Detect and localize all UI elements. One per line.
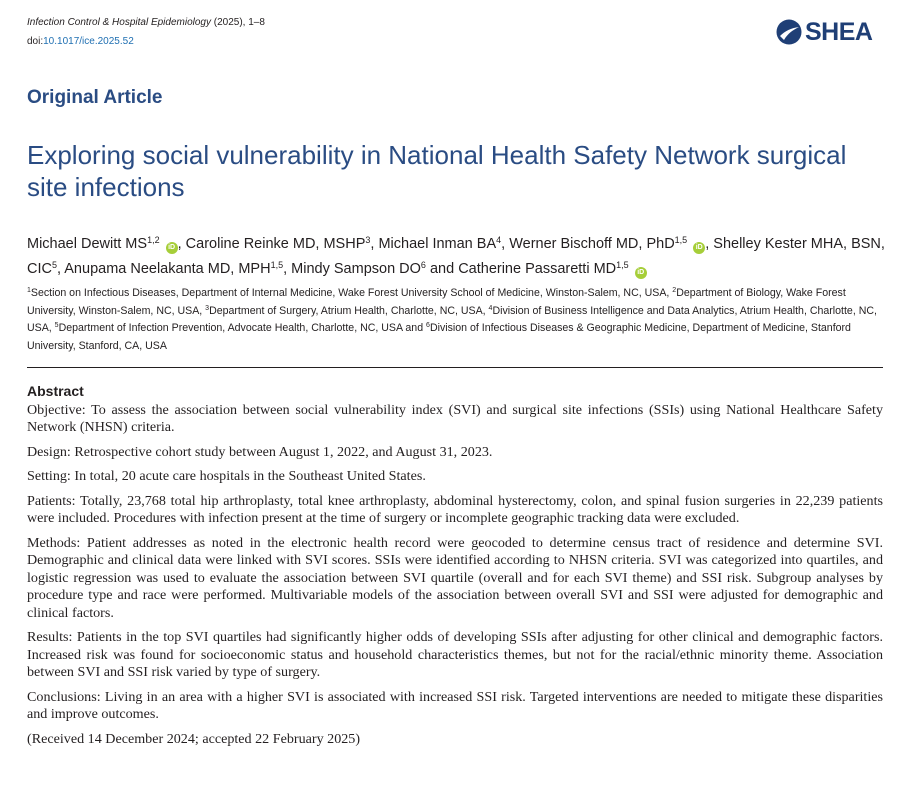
- affiliation-text: Department of Surgery, Atrium Health, Charlotte, NC, USA,: [209, 304, 489, 317]
- author-separator: ,: [177, 236, 186, 252]
- affiliation-number: 6: [426, 322, 430, 329]
- journal-year-pages: (2025), 1–8: [210, 17, 265, 28]
- author-affiliation-marker: 1,5: [674, 235, 688, 245]
- orcid-icon[interactable]: iD: [693, 242, 705, 254]
- doi-link[interactable]: 10.1017/ice.2025.52: [43, 36, 134, 47]
- affiliation-text: Section on Infectious Diseases, Department of Internal Medicine, Wake Forest University School of Medicine, Winston-Salem, NC, USA,: [30, 287, 673, 299]
- journal-name: Infection Control & Hospital Epidemiology: [27, 17, 211, 28]
- affiliation-text: Department of Biology, Wake Forest University, Winston-Salem, NC, USA,: [27, 287, 846, 317]
- affiliation-number: 2: [672, 287, 677, 294]
- abstract-heading: Abstract: [27, 383, 84, 399]
- author-separator: ,: [501, 236, 510, 252]
- shea-logo: [776, 15, 886, 49]
- author-name: Werner Bischoff MD, PhD: [509, 236, 675, 252]
- author-affiliation-marker: 6: [420, 260, 426, 270]
- affiliation-text: Division of Business Intelligence and Data Analytics, Atrium Health, Charlotte, NC, USA,: [27, 304, 877, 334]
- abstract-results: Results: Patients in the top SVI quartiles had significantly higher odds of developing SSIs after adjusting for other clinical and demographic factors. Increased risk was found for socioeconomic status and household characteristics themes, but not for the racial/ethnic minority theme. Association between SVI and SSI risk varied by type of surgery.: [27, 629, 883, 680]
- abstract-conclusions: Conclusions: Living in an area with a higher SVI is associated with increased SSI risk. Targeted interventions are needed to mitigate these disparities and improve outcomes.: [27, 688, 883, 722]
- shea-logo-icon: [776, 19, 802, 45]
- author-name: Catherine Passaretti MD: [458, 261, 617, 277]
- affiliations: [27, 285, 883, 355]
- author-affiliation-marker: 3: [365, 235, 371, 245]
- author-separator: ,: [283, 261, 292, 277]
- article-title: Exploring social vulnerability in National Health Safety Network surgical site infections: [27, 140, 847, 202]
- author-affiliation-marker: 1,2: [147, 235, 160, 245]
- orcid-icon[interactable]: iD: [166, 242, 178, 254]
- abstract-objective: Objective: To assess the association between social vulnerability index (SVI) and surgical site infections (SSIs) using National Healthcare Safety Network (NHSN) criteria.: [27, 401, 883, 435]
- doi-line: [27, 34, 134, 50]
- author-name: Michael Inman BA: [378, 236, 497, 252]
- author-separator: ,: [370, 236, 379, 252]
- author-name: Caroline Reinke MD, MSHP: [185, 236, 366, 252]
- author-affiliation-marker: 1,5: [616, 260, 629, 270]
- author-affiliation-marker: 5: [51, 260, 57, 270]
- author-name: Michael Dewitt MS: [27, 236, 148, 252]
- abstract-methods: Methods: Patient addresses as noted in the electronic health record were geocoded to determine census tract of residence and determine SVI. Demographic and clinical data were linked with SVI scores. SSIs were identified according to NHSN criteria. SVI was categorized into quartiles, and logistic regression was used to evaluate the association between SVI quartile (overall and for each SVI theme) and SSI risk. Subgroup analyses by procedure type and race were performed. Multivariable models of the association between overall SVI and SSI were adjusted for demographic and clinical factors.: [27, 534, 883, 621]
- abstract-setting: Setting: In total, 20 acute care hospitals in the Southeast United States.: [27, 468, 426, 484]
- author-name: Anupama Neelakanta MD, MPH: [64, 261, 271, 277]
- section-divider: [27, 367, 883, 368]
- orcid-icon[interactable]: iD: [635, 267, 647, 279]
- received-dates: (Received 14 December 2024; accepted 22 February 2025): [27, 730, 361, 747]
- affiliation-number: 5: [54, 322, 59, 329]
- abstract-design: Design: Retrospective cohort study between August 1, 2022, and August 31, 2023.: [27, 443, 493, 460]
- doi-prefix: doi:: [27, 36, 44, 47]
- author-affiliation-marker: 1,5: [270, 260, 284, 270]
- author-affiliation-marker: 4: [496, 235, 502, 245]
- affiliation-number: 4: [488, 304, 493, 312]
- affiliation-text: Department of Infection Prevention, Advocate Health, Charlotte, NC, USA and: [58, 322, 427, 334]
- author-name: Shelley Kester MHA, BSN, CIC: [27, 236, 885, 277]
- shea-logo-text: SHEA: [805, 17, 873, 46]
- abstract: [27, 383, 883, 755]
- affiliation-number: 1: [27, 287, 31, 294]
- affiliation-number: 3: [205, 304, 210, 312]
- affiliation-text: Division of Infectious Diseases & Geographic Medicine, Department of Medicine, Stanford University, Stanford, CA, USA: [27, 322, 851, 352]
- author-separator: ,: [57, 261, 65, 277]
- author-separator: ,: [705, 236, 714, 252]
- author-name: Mindy Sampson DO: [291, 261, 421, 277]
- abstract-patients: Patients: Totally, 23,768 total hip arthroplasty, total knee arthroplasty, abdominal hysterectomy, colon, and spinal fusion surgeries in 22,239 patients were included. Procedures with infection present at the time of surgery or incomplete geographic tracking data were excluded.: [27, 492, 883, 526]
- author-list: [27, 232, 887, 282]
- article-type: Original Article: [27, 87, 163, 108]
- author-separator: and: [425, 261, 459, 277]
- journal-citation: [27, 15, 265, 31]
